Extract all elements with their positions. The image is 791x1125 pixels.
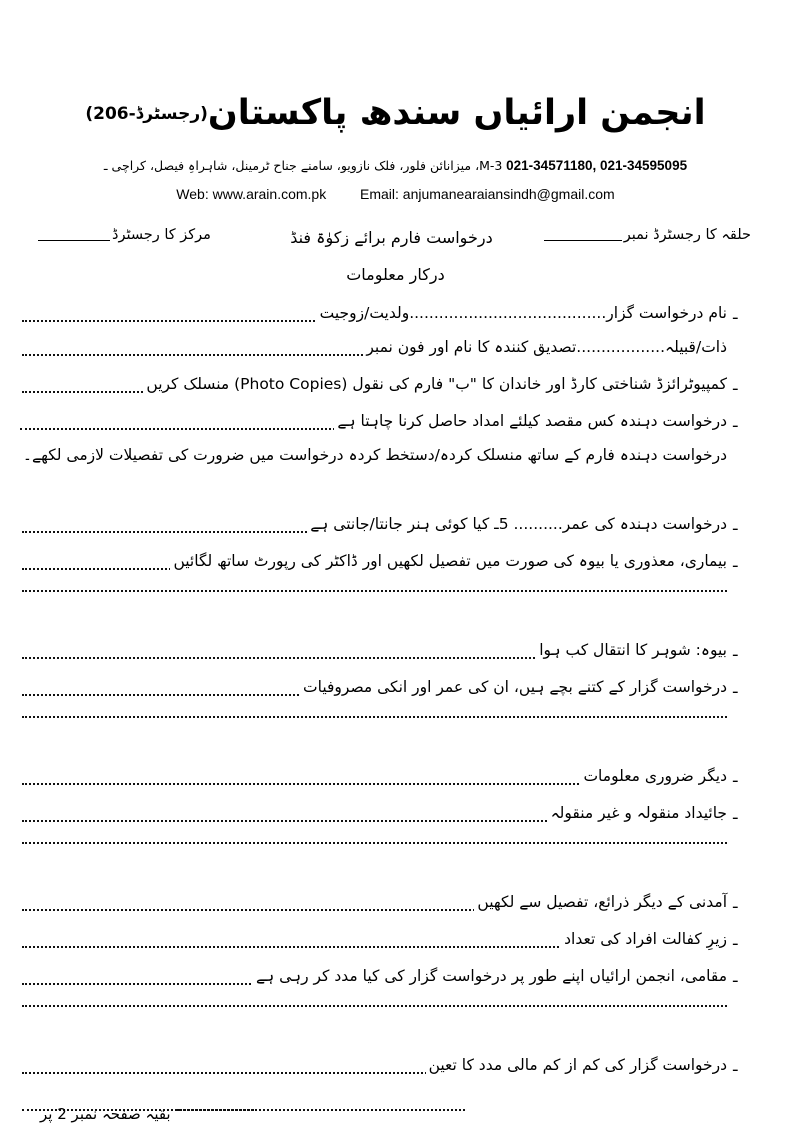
item-number: ـ (733, 376, 738, 394)
form-item (22, 670, 765, 724)
halqa-registration-field[interactable] (542, 227, 751, 243)
layout-spacer (22, 727, 765, 759)
postal-address: M-3، میزانائن فلور، فلک نازویو، سامنے جناح ٹرمینل، شاہراہِ فیصل، کراچی ـ (103, 157, 503, 173)
item-label: درخواست گزار کے کتنے بچے ہیں، ان کی عمر اور انکی مصروفیات (300, 678, 727, 696)
item-label: بیوہ: شوہر کا انتقال کب ہوا (536, 641, 727, 659)
item-label: بیماری، معذوری یا بیوہ کی صورت میں تفصیل لکھیں اور ڈاکٹر کی رپورٹ ساتھ لگائیں (170, 552, 727, 570)
letterhead (0, 0, 791, 202)
item-label: درخواست دہندہ کی عمر.......... 5ـ کیا کوئی ہنر جانتا/جانتی ہے (307, 515, 727, 533)
web-label: Web: (176, 185, 209, 202)
item-line (22, 367, 727, 401)
item-label: جائیداد منقولہ و غیر منقولہ (548, 804, 727, 822)
item-number: ـ (733, 968, 738, 986)
item-label: ذات/قبیلہ..................تصدیق کنندہ کا نام اور فون نمبر (363, 338, 727, 356)
layout-spacer (22, 475, 765, 507)
item-label: نام درخواست گزار........................................ولدیت/زوجیت (317, 304, 727, 322)
item-line (20, 438, 727, 472)
section-heading: درکار معلومات (346, 264, 445, 284)
item-label: کمپیوٹرائزڈ شناختی کارڈ اور خاندان کا "ب" فارم کی نقول (Photo Copies) منسلک کریں (143, 375, 727, 393)
item-label: درخواست گزار کی کم از کم مالی مدد کا تعین (426, 1056, 727, 1074)
item-label: مقامی، انجمن ارائیاں اپنے طور پر درخواست گزار کی کیا مدد کر رہی ہے (253, 967, 727, 985)
halqa-registration-label: حلقہ کا رجسٹرڈ نمبر (623, 226, 751, 243)
item-line (22, 507, 727, 541)
page-footer (22, 1085, 765, 1125)
markaz-registration-label: مرکز کا رجسٹرڈ (112, 226, 211, 243)
answer-dotted-line[interactable] (22, 830, 727, 850)
registration-number: (رجسٹرڈ-206) (85, 104, 208, 124)
email-address[interactable]: anjumanearaiansindh@gmail.com (402, 185, 615, 202)
item-body (22, 796, 727, 850)
markaz-registration-blank[interactable] (38, 228, 110, 241)
layout-spacer (22, 1016, 765, 1048)
item-body (22, 670, 727, 724)
item-line (22, 296, 727, 330)
halqa-registration-blank[interactable] (544, 228, 622, 241)
answer-dotted-line[interactable] (22, 578, 727, 598)
form-title: درخواست فارم برائے زکوٰۃ فنڈ (290, 227, 493, 247)
item-label: درخواست دہندہ کس مقصد کیلئے امداد حاصل کرنا چاہتا ہے (334, 412, 727, 430)
form-item (22, 544, 765, 598)
form-item (22, 922, 765, 956)
item-body (22, 544, 727, 598)
item-line (22, 633, 727, 667)
item-line (22, 885, 727, 919)
website-url[interactable]: www.arain.com.pk (212, 185, 327, 202)
item-body (22, 885, 727, 919)
form-item (22, 1048, 765, 1082)
item-number: ـ (733, 305, 738, 323)
item-line (22, 1048, 727, 1082)
answer-dotted-line[interactable] (22, 993, 727, 1013)
item-body (22, 367, 727, 401)
continued-note: بقیہ صفحہ نمبر 2 پر (40, 1104, 171, 1123)
form-item (22, 885, 765, 919)
item-line (22, 759, 727, 793)
item-body (22, 759, 727, 793)
form-item (22, 633, 765, 667)
form-item (22, 507, 765, 541)
item-line (22, 922, 727, 956)
layout-spacer (22, 853, 765, 885)
item-number: ـ (733, 679, 738, 697)
item-body (20, 404, 727, 472)
item-number: ـ (733, 413, 738, 431)
answer-dotted-line[interactable] (22, 704, 727, 724)
item-number: ـ (733, 1057, 738, 1075)
item-line (22, 544, 727, 578)
item-label: درخواست دہندہ فارم کے ساتھ منسلک کردہ/دستخط کردہ درخواست میں ضرورت کی تفصیلات لازمی لکھے۔ (20, 446, 727, 464)
item-line (22, 796, 727, 830)
item-body (22, 507, 727, 541)
form-item (22, 404, 765, 472)
markaz-registration-field[interactable] (36, 227, 211, 243)
address-line (0, 136, 791, 176)
item-line (22, 959, 727, 993)
phone-numbers: 021-34571180, 021-34595095 (506, 157, 688, 173)
item-line (22, 330, 727, 364)
organization-title (0, 0, 791, 136)
form-items-list (22, 296, 765, 1082)
form-item (22, 296, 765, 364)
item-number: ـ (733, 768, 738, 786)
form-item (22, 759, 765, 793)
item-number: ـ (733, 805, 738, 823)
item-body (22, 1048, 727, 1082)
form-item (22, 796, 765, 850)
item-body (22, 959, 727, 1013)
item-number: ـ (733, 931, 738, 949)
item-body (22, 922, 727, 956)
web-contact-line (0, 176, 791, 202)
item-number: ـ (733, 642, 738, 660)
email-label: Email: (360, 185, 399, 202)
registration-row (28, 227, 763, 253)
layout-spacer (22, 601, 765, 633)
item-number: ـ (733, 894, 738, 912)
item-label: دیگر ضروری معلومات (580, 767, 727, 785)
item-number: ـ (733, 553, 738, 571)
item-line (20, 404, 727, 438)
item-body (22, 296, 727, 364)
item-line (22, 670, 727, 704)
item-number: ـ (733, 516, 738, 534)
item-label: زیرِ کفالت افراد کی تعداد (561, 930, 727, 948)
item-body (22, 633, 727, 667)
form-item (22, 959, 765, 1013)
footer-dotted-line-secondary[interactable] (177, 1109, 257, 1111)
organization-name: انجمن ارائیاں سندھ پاکستان (207, 93, 706, 133)
item-label: آمدنی کے دیگر ذرائع، تفصیل سے لکھیں (474, 893, 727, 911)
form-item (22, 367, 765, 401)
